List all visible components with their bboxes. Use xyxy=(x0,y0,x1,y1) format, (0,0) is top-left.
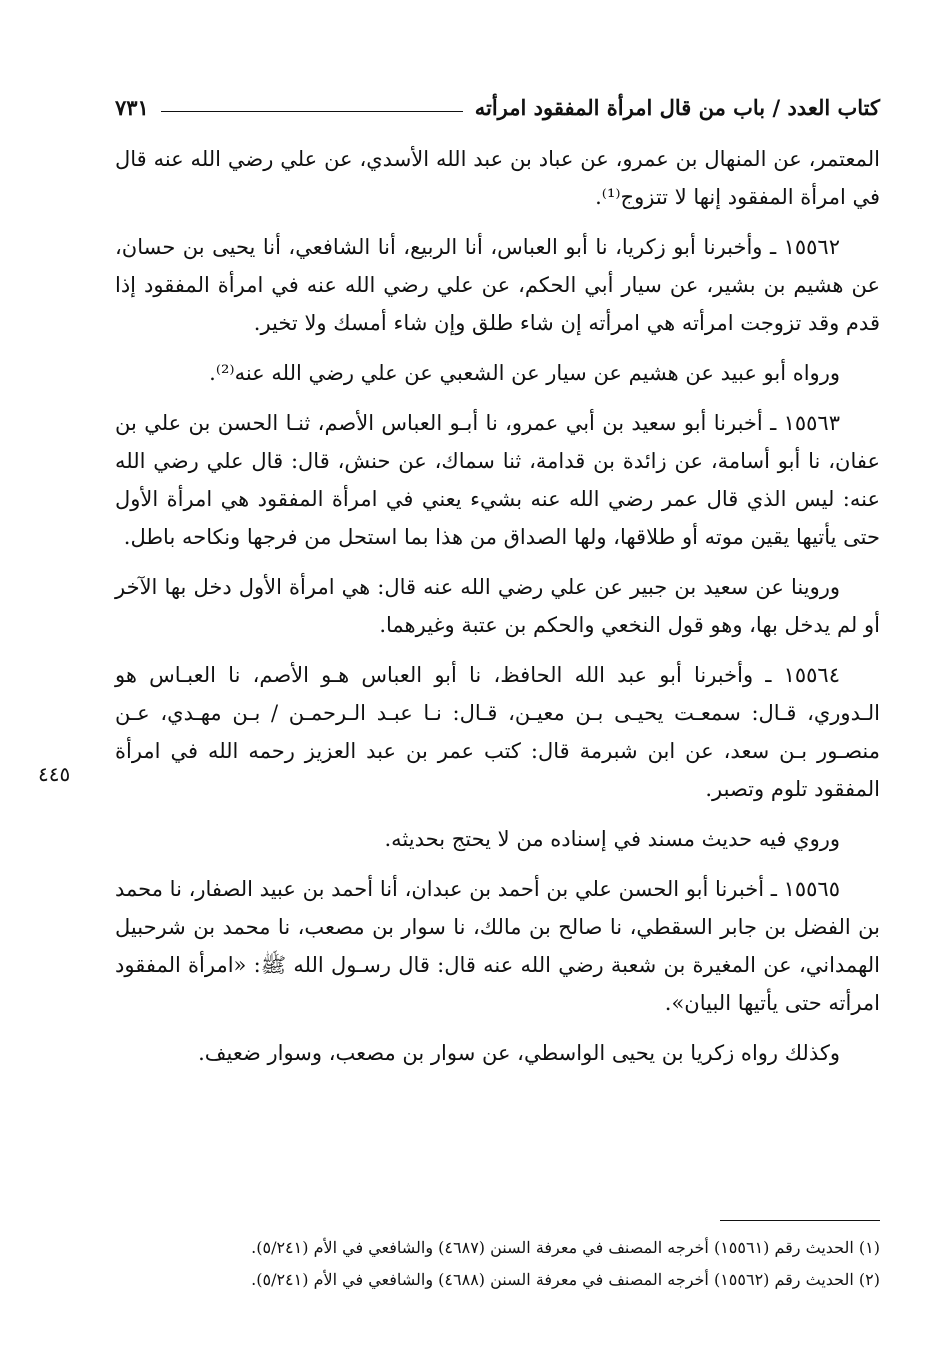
header-rule xyxy=(161,111,463,112)
main-text xyxy=(115,140,880,1084)
page-number: ٧٣١ xyxy=(115,95,149,120)
footnotes xyxy=(115,1232,880,1296)
paragraph-continuation: المعتمر، عن المنهال بن عمرو، عن عباد بن عبد الله الأسدي، عن علي رضي الله عنه قال في امرأة المفقود إنها لا تتزوج⁽¹⁾. xyxy=(115,147,880,209)
margin-page-reference: ٤٤٥ xyxy=(38,762,71,786)
running-header xyxy=(115,86,880,120)
footnote-separator xyxy=(720,1220,880,1221)
footnote-1: (١) الحديث رقم (١٥٥٦١) أخرجه المصنف في معرفة السنن (٤٦٨٧) والشافعي في الأم (٥/٢٤١). xyxy=(251,1238,880,1257)
hadith-15562: ١٥٥٦٢ ـ وأخبرنا أبو زكريا، نا أبو العباس، أنا الربيع، أنا الشافعي، أنا يحيى بن حسان، عن هشيم بن بشير، عن سيار أبي الحكم، عن علي رضي الله عنه في امرأة المفقود إذا قدم وقد تزوجت امرأته هي امرأته إن شاء طلق وإن شاء أمسك ولا تخير. xyxy=(115,235,880,335)
hadith-15563: ١٥٥٦٣ ـ أخبرنا أبو سعيد بن أبي عمرو، نا أبـو العباس الأصم، ثنـا الحسن بن علي بن عفان، نا أبو أسامة، عن زائدة بن قدامة، ثنا سماك، عن حنش، قال: قال علي رضي الله عنه: ليس الذي قال عمر رضي الله عنه بشيء يعني في امرأة المفقود هي امرأة الأول حتى يأتيها يقين موته أو طلاقها، ولها الصداق من هذا بما استحل من فرجها ونكاحه باطل. xyxy=(115,411,880,549)
narration-note-4: وكذلك رواه زكريا بن يحيى الواسطي، عن سوار بن مصعب، وسوار ضعيف. xyxy=(198,1041,840,1065)
narration-note-1: ورواه أبو عبيد عن هشيم عن سيار عن الشعبي عن علي رضي الله عنه⁽²⁾. xyxy=(209,361,840,385)
narration-note-2: وروينا عن سعيد بن جبير عن علي رضي الله عنه قال: هي امرأة الأول دخل بها الآخر أو لم يدخل بها، وهو قول النخعي والحكم بن عتبة وغيرهما. xyxy=(115,575,880,637)
narration-note-3: وروي فيه حديث مسند في إسناده من لا يحتج بحديثه. xyxy=(384,827,840,851)
hadith-15564: ١٥٥٦٤ ـ وأخبرنا أبو عبد الله الحافظ، نا أبو العباس هـو الأصم، نا العبـاس هو الـدوري، قـال: سمعـت يحيـى بـن معيـن، قـال: نـا عبـد الـرحمـن / بـن مهـدي، عـن منصـور بـن سعد، عن ابن شبرمة قال: كتب عمر بن عبد العزيز رحمه الله في امرأة المفقود تلوم وتصبر. xyxy=(115,663,880,801)
footnote-2: (٢) الحديث رقم (١٥٥٦٢) أخرجه المصنف في معرفة السنن (٤٦٨٨) والشافعي في الأم (٥/٢٤١). xyxy=(251,1270,880,1289)
chapter-title: كتاب العدد / باب من قال امرأة المفقود امرأته xyxy=(474,95,880,120)
hadith-15565: ١٥٥٦٥ ـ أخبرنا أبو الحسن علي بن أحمد بن عبدان، أنا أحمد بن عبيد الصفار، نا محمد بن الفضل بن جابر السقطي، نا صالح بن مالك، نا سوار بن مصعب، نا محمد بن شرحبيل الهمداني، عن المغيرة بن شعبة رضي الله عنه قال: قال رسـول الله ﷺ: «امرأة المفقود امرأته حتى يأتيها البيان». xyxy=(115,877,880,1015)
